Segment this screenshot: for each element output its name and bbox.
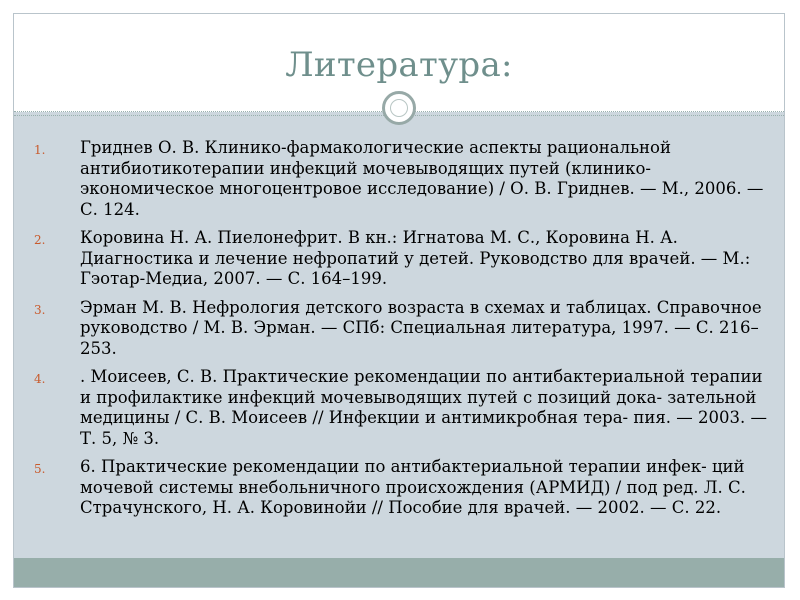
reference-number: 5. — [34, 462, 46, 476]
reference-item — [34, 228, 774, 290]
reference-number: 4. — [34, 372, 46, 386]
reference-text: Гриднев О. В. Клинико-фармакологические аспекты рациональной антибиотикотерапии инфекций мочевыводящих путей (клинико-экономическое многоцентровое исследование) / О. В. Гриднев. — М., 2006. — С. 124. — [80, 138, 764, 219]
reference-item — [34, 457, 774, 519]
footer-band — [14, 558, 784, 587]
reference-item — [34, 298, 774, 360]
reference-number: 1. — [34, 143, 46, 157]
circle-ornament-inner — [390, 99, 408, 117]
reference-item — [34, 367, 774, 449]
reference-text: Коровина Н. А. Пиелонефрит. В кн.: Игнатова М. С., Коровина Н. А. Диагностика и лечение нефропатий у детей. Руководство для врачей. — М.: Гэотар-Медиа, 2007. — С. 164–199. — [80, 228, 751, 288]
reference-text: 6. Практические рекомендации по антибактериальной терапии инфек- ций мочевой системы внебольничного происхождения (АРМИД) / под ред. Л. С. Страчунского, Н. А. Коровинойи // Пособие для врачей. — 2002. — С. 22. — [80, 457, 746, 517]
reference-list — [34, 138, 774, 527]
circle-ornament-icon — [382, 91, 416, 125]
slide-title: Литература: — [285, 45, 513, 85]
reference-number: 2. — [34, 233, 46, 247]
reference-text: . Моисеев, С. В. Практические рекомендации по антибактериальной терапии и профилактике инфекций мочевыводящих путей с позиций дока- зательной медицины / С. В. Моисеев // Инфекции и антимикробная тера- пия. — 2003. — Т. 5, № 3. — [80, 367, 767, 448]
reference-item — [34, 138, 774, 220]
reference-text: Эрман М. В. Нефрология детского возраста в схемах и таблицах. Справочное руководство / М. В. Эрман. — СПб: Специальная литература, 1997. — С. 216–253. — [80, 297, 762, 358]
slide — [13, 13, 785, 588]
reference-number: 3. — [34, 302, 46, 317]
